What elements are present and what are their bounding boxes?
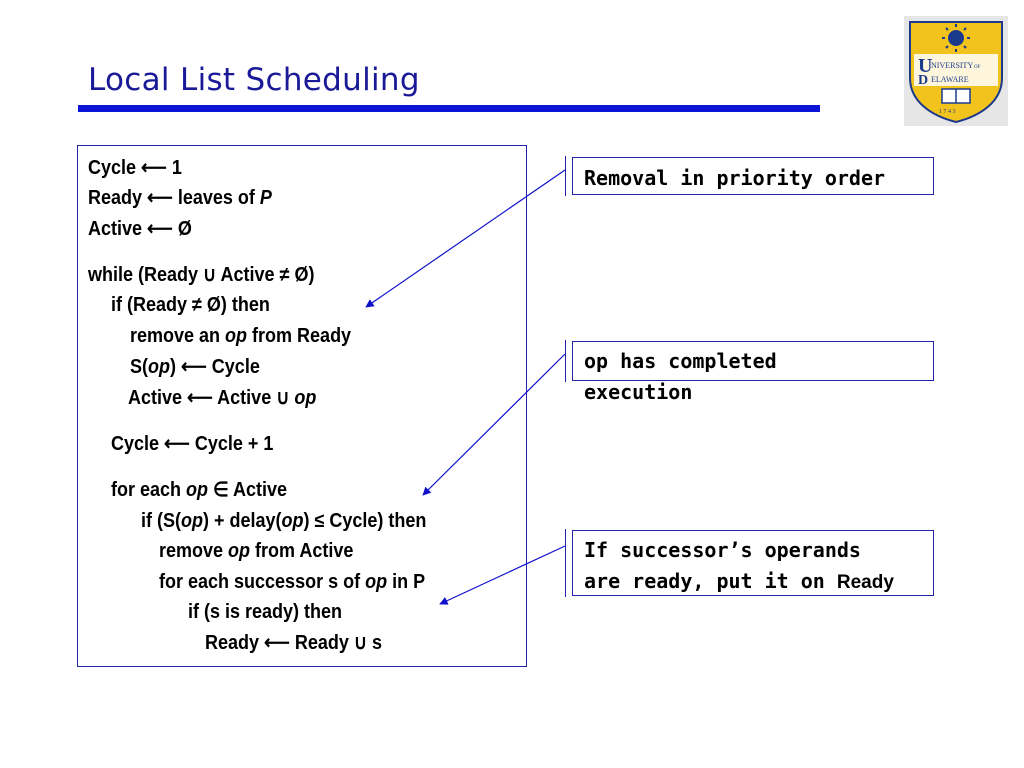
svg-text:1 7 4 3: 1 7 4 3 <box>939 109 956 115</box>
code-line-6: remove an op from Ready <box>130 325 352 347</box>
svg-text:ELAWARE: ELAWARE <box>931 75 969 84</box>
code-line-2: Ready ⟵ leaves of P <box>88 187 272 209</box>
university-logo-icon <box>904 16 1008 126</box>
title-underline <box>78 105 820 112</box>
code-line-8: Active ⟵ Active ∪ op <box>128 387 317 409</box>
code-line-1: Cycle ⟵ 1 <box>88 157 182 179</box>
note-completed-line-1: op has completed <box>584 349 777 373</box>
note-successor-line-1: If successor’s operands <box>584 538 861 562</box>
note-successor-ready: Ready <box>836 572 894 593</box>
note-successor-line-2 <box>584 566 894 598</box>
code-line-4: while (Ready ∪ Active ≠ Ø) <box>88 264 315 286</box>
code-line-3: Active ⟵ Ø <box>88 218 192 240</box>
note-successor-line-2-text: are ready, put it on <box>584 569 837 593</box>
note-completed-line-2: execution <box>584 380 693 404</box>
svg-text:U: U <box>918 55 933 77</box>
code-line-9: Cycle ⟵ Cycle + 1 <box>111 433 274 455</box>
code-line-5: if (Ready ≠ Ø) then <box>111 294 270 316</box>
code-line-10: for each op ∈ Active <box>111 479 288 501</box>
svg-text:NIVERSITY: NIVERSITY <box>931 61 974 70</box>
note-removal-text: Removal in priority order <box>584 166 886 190</box>
code-line-13: for each successor s of op in P <box>159 571 426 593</box>
svg-text:D: D <box>918 73 929 88</box>
code-line-7: S(op) ⟵ Cycle <box>130 356 260 378</box>
svg-text:OF: OF <box>974 65 981 70</box>
code-line-14: if (s is ready) then <box>188 601 343 623</box>
code-line-12: remove op from Active <box>159 540 354 562</box>
code-line-15: Ready ⟵ Ready ∪ s <box>205 632 383 654</box>
page-title: Local List Scheduling <box>88 62 420 98</box>
code-line-11: if (S(op) + delay(op) ≤ Cycle) then <box>141 510 427 532</box>
